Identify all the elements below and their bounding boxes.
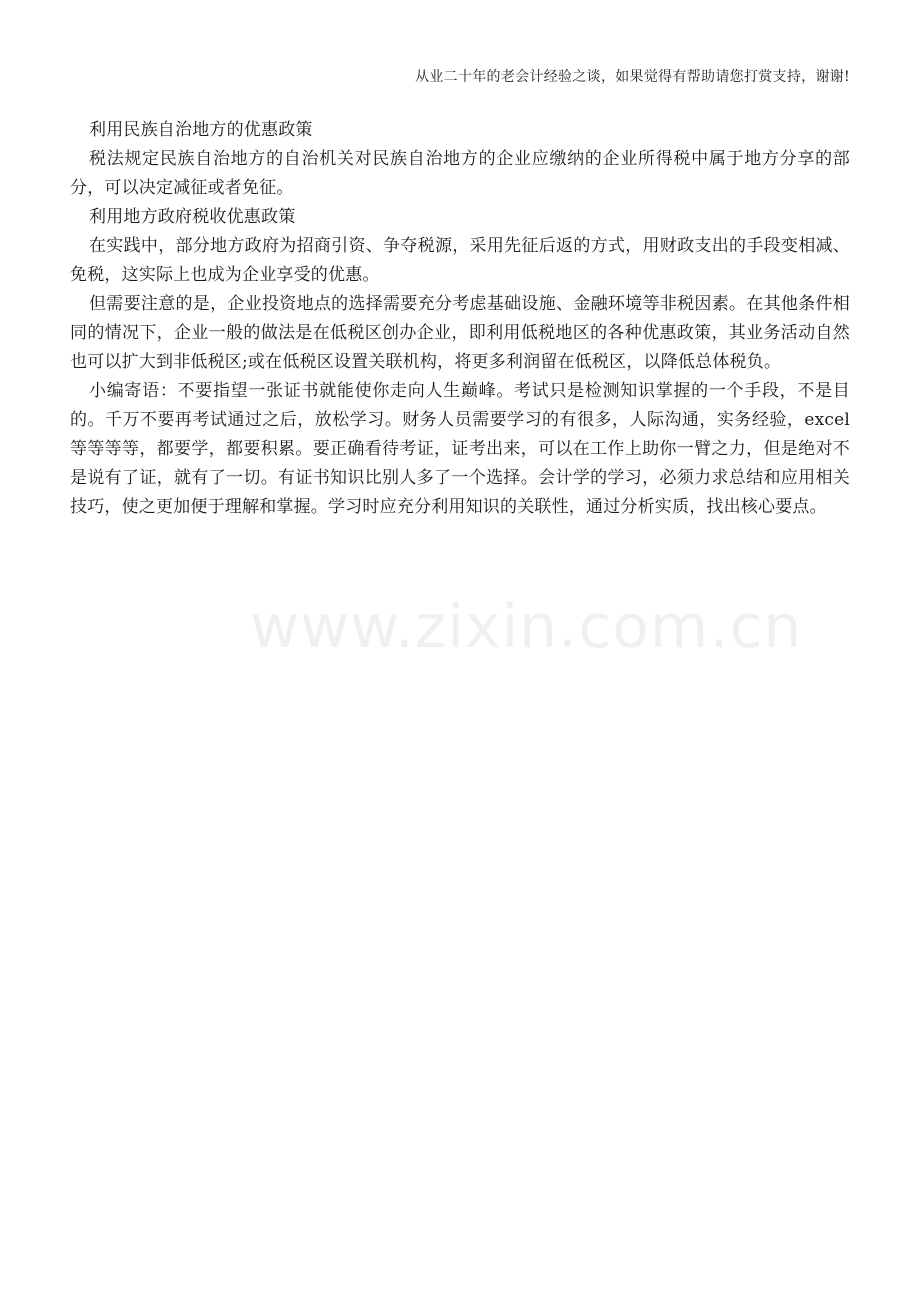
watermark: www.zixin.com.cn	[250, 592, 803, 662]
section-heading-local-government: 利用地方政府税收优惠政策	[89, 207, 296, 227]
paragraph-local-government: 在实践中，部分地方政府为招商引资、争夺税源，采用先征后返的方式，用财政支出的手段变相减、免税，这实际上也成为企业享受的优惠。	[70, 236, 850, 285]
header-note: 从业二十年的老会计经验之谈，如果觉得有帮助请您打赏支持，谢谢!	[415, 69, 850, 85]
document-body	[70, 116, 850, 522]
paragraph-investment-location: 但需要注意的是，企业投资地点的选择需要充分考虑基础设施、金融环境等非税因素。在其他条件相同的情况下，企业一般的做法是在低税区创办企业，即利用低税地区的各种优惠政策，其业务活动自然也可以扩大到非低税区;或在低税区设置关联机构，将更多利润留在低税区，以降低总体税负。	[70, 294, 850, 372]
section-heading-ethnic-autonomy: 利用民族自治地方的优惠政策	[89, 120, 313, 140]
paragraph-editor-note: 小编寄语：不要指望一张证书就能使你走向人生巅峰。考试只是检测知识掌握的一个手段，不是目的。千万不要再考试通过之后，放松学习。财务人员需要学习的有很多，人际沟通，实务经验，excel 等等等等，都要学，都要积累。要正确看待考证，证考出来，可以在工作上助你一臂之力，但是绝对不是说有了证，就有了一切。有证书知识比别人多了一个选择。会计学的学习，必须力求总结和应用相关技巧，使之更加便于理解和掌握。学习时应充分利用知识的关联性，通过分析实质，找出核心要点。	[70, 381, 850, 517]
paragraph-ethnic-autonomy: 税法规定民族自治地方的自治机关对民族自治地方的企业应缴纳的企业所得税中属于地方分享的部分，可以决定减征或者免征。	[70, 149, 850, 198]
